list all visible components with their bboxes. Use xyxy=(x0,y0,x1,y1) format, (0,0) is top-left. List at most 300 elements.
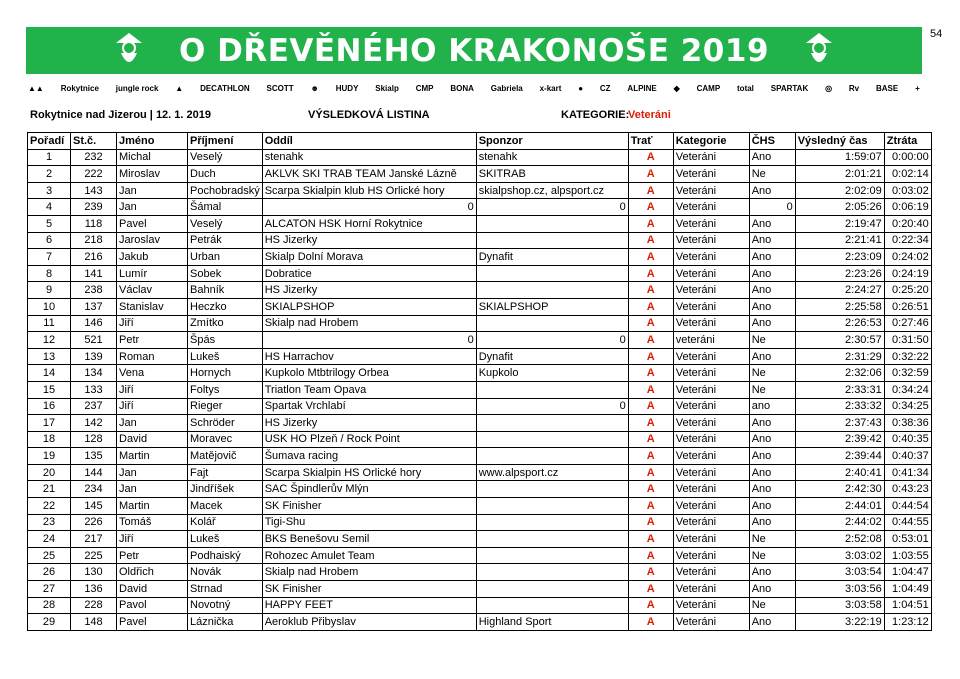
cell-start-number: 521 xyxy=(71,332,117,349)
cell-final-time: 2:33:31 xyxy=(795,381,884,398)
cell-club: USK HO Plzeň / Rock Point xyxy=(262,431,476,448)
cell-time-loss: 0:32:22 xyxy=(884,348,931,365)
cell-sponsor xyxy=(476,448,628,465)
cell-time-loss: 0:24:19 xyxy=(884,265,931,282)
cell-place: 16 xyxy=(28,398,71,415)
cell-track: A xyxy=(628,182,673,199)
cell-chs: Ano xyxy=(749,232,795,249)
cell-club: Triatlon Team Opava xyxy=(262,381,476,398)
cell-time-loss: 0:27:46 xyxy=(884,315,931,332)
cell-place: 29 xyxy=(28,614,71,631)
cell-start-number: 134 xyxy=(71,365,117,382)
cell-chs: Ano xyxy=(749,215,795,232)
cell-final-time: 1:59:07 xyxy=(795,149,884,166)
cell-category: Veteráni xyxy=(673,597,749,614)
cell-first-name: Pavel xyxy=(117,215,188,232)
cell-final-time: 2:40:41 xyxy=(795,464,884,481)
cell-place: 28 xyxy=(28,597,71,614)
cell-track: A xyxy=(628,315,673,332)
table-row xyxy=(28,531,932,548)
cell-place: 3 xyxy=(28,182,71,199)
cell-time-loss: 0:31:50 xyxy=(884,332,931,349)
cell-last-name: Lukeš xyxy=(188,531,263,548)
cell-first-name: Oldřich xyxy=(117,564,188,581)
cell-place: 15 xyxy=(28,381,71,398)
cell-club: Skialp nad Hrobem xyxy=(262,315,476,332)
cell-track: A xyxy=(628,199,673,216)
cell-club: Kupkolo Mtbtrilogy Orbea xyxy=(262,365,476,382)
table-row xyxy=(28,365,932,382)
cell-chs: Ano xyxy=(749,415,795,432)
cell-time-loss: 0:06:19 xyxy=(884,199,931,216)
cell-club: Skialp Dolní Morava xyxy=(262,249,476,266)
cell-sponsor xyxy=(476,431,628,448)
cell-final-time: 3:03:56 xyxy=(795,581,884,598)
cell-club: Rohozec Amulet Team xyxy=(262,547,476,564)
cell-sponsor xyxy=(476,481,628,498)
cell-category: Veteráni xyxy=(673,614,749,631)
cell-club: AKLVK SKI TRAB TEAM Janské Lázně xyxy=(262,166,476,183)
table-row xyxy=(28,597,932,614)
cell-final-time: 2:33:32 xyxy=(795,398,884,415)
cell-category: Veteráni xyxy=(673,249,749,266)
cell-place: 5 xyxy=(28,215,71,232)
cell-chs: Ne xyxy=(749,597,795,614)
table-row xyxy=(28,282,932,299)
cell-category: Veteráni xyxy=(673,381,749,398)
cell-first-name: Lumír xyxy=(117,265,188,282)
banner-title: O DŘEVĚNÉHO KRAKONOŠE 2019 xyxy=(178,32,770,69)
page-number: 54 xyxy=(930,28,943,40)
cell-track: A xyxy=(628,481,673,498)
cell-category: Veteráni xyxy=(673,431,749,448)
cell-last-name: Veselý xyxy=(188,149,263,166)
cell-track: A xyxy=(628,448,673,465)
cell-club: 0 xyxy=(262,332,476,349)
cell-start-number: 135 xyxy=(71,448,117,465)
cell-place: 6 xyxy=(28,232,71,249)
event-banner xyxy=(26,27,922,74)
cell-start-number: 130 xyxy=(71,564,117,581)
cell-time-loss: 0:40:35 xyxy=(884,431,931,448)
table-row xyxy=(28,498,932,515)
cell-category: Veteráni xyxy=(673,448,749,465)
cell-track: A xyxy=(628,365,673,382)
table-row xyxy=(28,431,932,448)
cell-time-loss: 0:03:02 xyxy=(884,182,931,199)
cell-sponsor xyxy=(476,514,628,531)
cell-last-name: Láznička xyxy=(188,614,263,631)
cell-first-name: Jaroslav xyxy=(117,232,188,249)
category-label: KATEGORIE: xyxy=(561,109,630,121)
cell-time-loss: 0:20:40 xyxy=(884,215,931,232)
cell-chs: Ne xyxy=(749,166,795,183)
cell-chs: 0 xyxy=(749,199,795,216)
cell-first-name: Miroslav xyxy=(117,166,188,183)
cell-sponsor xyxy=(476,415,628,432)
alpine-logo-icon: ALPINE xyxy=(627,83,657,93)
cell-time-loss: 0:44:54 xyxy=(884,498,931,515)
cell-place: 26 xyxy=(28,564,71,581)
cell-track: A xyxy=(628,614,673,631)
cross-logo-icon: + xyxy=(915,83,920,93)
cell-last-name: Heczko xyxy=(188,298,263,315)
cell-final-time: 2:39:44 xyxy=(795,448,884,465)
cell-time-loss: 0:26:51 xyxy=(884,298,931,315)
cell-club: Scarpa Skialpin HS Orlické hory xyxy=(262,464,476,481)
mountain-logo-icon: ▲▲ xyxy=(28,83,44,93)
cell-last-name: Špás xyxy=(188,332,263,349)
cell-chs: ano xyxy=(749,398,795,415)
cell-final-time: 2:23:09 xyxy=(795,249,884,266)
cell-first-name: Jiří xyxy=(117,398,188,415)
cell-final-time: 2:19:47 xyxy=(795,215,884,232)
cell-first-name: Tomáš xyxy=(117,514,188,531)
cell-start-number: 141 xyxy=(71,265,117,282)
cell-place: 20 xyxy=(28,464,71,481)
cell-club: Tigi-Shu xyxy=(262,514,476,531)
cell-sponsor xyxy=(476,597,628,614)
cell-start-number: 218 xyxy=(71,232,117,249)
table-row xyxy=(28,547,932,564)
cell-club: HAPPY FEET xyxy=(262,597,476,614)
cell-place: 9 xyxy=(28,282,71,299)
cell-category: Veteráni xyxy=(673,265,749,282)
header-club: Oddíl xyxy=(262,133,476,150)
cell-sponsor: www.alpsport.cz xyxy=(476,464,628,481)
cell-track: A xyxy=(628,332,673,349)
jungle-logo-icon: jungle rock xyxy=(115,83,159,93)
cell-start-number: 139 xyxy=(71,348,117,365)
cell-last-name: Zmítko xyxy=(188,315,263,332)
cell-club: SK Finisher xyxy=(262,498,476,515)
cell-start-number: 222 xyxy=(71,166,117,183)
cell-club: HS Jizerky xyxy=(262,282,476,299)
cell-first-name: Jan xyxy=(117,415,188,432)
cell-start-number: 225 xyxy=(71,547,117,564)
cell-track: A xyxy=(628,249,673,266)
cell-start-number: 226 xyxy=(71,514,117,531)
cell-first-name: Jakub xyxy=(117,249,188,266)
sponsor-logo-strip xyxy=(26,77,922,99)
cell-last-name: Petrák xyxy=(188,232,263,249)
cell-place: 11 xyxy=(28,315,71,332)
cell-sponsor: Kupkolo xyxy=(476,365,628,382)
cell-start-number: 228 xyxy=(71,597,117,614)
cell-category: Veteráni xyxy=(673,348,749,365)
cell-last-name: Duch xyxy=(188,166,263,183)
table-row xyxy=(28,182,932,199)
table-row xyxy=(28,398,932,415)
cell-first-name: Vena xyxy=(117,365,188,382)
cell-start-number: 143 xyxy=(71,182,117,199)
cell-category: Veteráni xyxy=(673,149,749,166)
cell-club: HS Jizerky xyxy=(262,415,476,432)
cell-start-number: 144 xyxy=(71,464,117,481)
cell-start-number: 234 xyxy=(71,481,117,498)
table-row xyxy=(28,348,932,365)
cell-chs: Ano xyxy=(749,581,795,598)
table-row xyxy=(28,481,932,498)
cell-place: 14 xyxy=(28,365,71,382)
cell-last-name: Moravec xyxy=(188,431,263,448)
cell-chs: Ano xyxy=(749,348,795,365)
cell-final-time: 2:24:27 xyxy=(795,282,884,299)
cell-chs: Ne xyxy=(749,332,795,349)
cell-club: SAC Špindlerův Mlýn xyxy=(262,481,476,498)
cell-sponsor: stenahk xyxy=(476,149,628,166)
cell-first-name: Stanislav xyxy=(117,298,188,315)
cell-start-number: 232 xyxy=(71,149,117,166)
table-row xyxy=(28,315,932,332)
mountain-logo-icon: ▲ xyxy=(175,83,184,93)
cell-club: Scarpa Skialpin klub HS Orlické hory xyxy=(262,182,476,199)
header-sponsor: Sponzor xyxy=(476,133,628,150)
cell-sponsor: SKIALPSHOP xyxy=(476,298,628,315)
cell-time-loss: 0:44:55 xyxy=(884,514,931,531)
base-logo-icon: BASE xyxy=(875,83,899,93)
cell-start-number: 128 xyxy=(71,431,117,448)
camp-logo-icon: CAMP xyxy=(696,83,721,93)
cell-first-name: Roman xyxy=(117,348,188,365)
cell-start-number: 145 xyxy=(71,498,117,515)
cell-place: 27 xyxy=(28,581,71,598)
cell-first-name: Jiří xyxy=(117,381,188,398)
cell-club: Skialp nad Hrobem xyxy=(262,564,476,581)
cell-club: ALCATON HSK Horní Rokytnice xyxy=(262,215,476,232)
cell-category: Veteráni xyxy=(673,415,749,432)
cell-last-name: Pochobradský xyxy=(188,182,263,199)
cell-place: 23 xyxy=(28,514,71,531)
table-row xyxy=(28,265,932,282)
cell-category: Veteráni xyxy=(673,182,749,199)
cell-final-time: 2:52:08 xyxy=(795,531,884,548)
cell-last-name: Veselý xyxy=(188,215,263,232)
cell-sponsor xyxy=(476,282,628,299)
cell-first-name: Martin xyxy=(117,498,188,515)
table-row xyxy=(28,249,932,266)
cell-category: Veteráni xyxy=(673,282,749,299)
cell-final-time: 2:01:21 xyxy=(795,166,884,183)
cell-club: Dobratice xyxy=(262,265,476,282)
cell-final-time: 2:31:29 xyxy=(795,348,884,365)
hudy-logo-icon: HUDY xyxy=(335,83,359,93)
cell-time-loss: 1:03:55 xyxy=(884,547,931,564)
cell-start-number: 118 xyxy=(71,215,117,232)
cell-start-number: 217 xyxy=(71,531,117,548)
cell-chs: Ano xyxy=(749,614,795,631)
table-row xyxy=(28,448,932,465)
cell-first-name: Jiří xyxy=(117,315,188,332)
cell-start-number: 137 xyxy=(71,298,117,315)
cell-last-name: Kolář xyxy=(188,514,263,531)
cell-category: Veteráni xyxy=(673,166,749,183)
cell-time-loss: 0:34:24 xyxy=(884,381,931,398)
cell-final-time: 3:03:58 xyxy=(795,597,884,614)
gabriela-logo-icon: Gabriela xyxy=(490,83,523,93)
table-row xyxy=(28,215,932,232)
cell-sponsor xyxy=(476,315,628,332)
cell-track: A xyxy=(628,166,673,183)
cell-chs: Ne xyxy=(749,531,795,548)
table-header-row xyxy=(28,133,932,150)
cell-place: 18 xyxy=(28,431,71,448)
cell-first-name: David xyxy=(117,581,188,598)
results-table xyxy=(27,132,932,631)
cell-place: 1 xyxy=(28,149,71,166)
cell-first-name: Jiří xyxy=(117,531,188,548)
cell-chs: Ne xyxy=(749,365,795,382)
header-track: Trať xyxy=(628,133,673,150)
header-chs: ČHS xyxy=(749,133,795,150)
cell-chs: Ne xyxy=(749,547,795,564)
cell-start-number: 237 xyxy=(71,398,117,415)
cell-final-time: 2:25:58 xyxy=(795,298,884,315)
cell-category: veteráni xyxy=(673,332,749,349)
cell-sponsor xyxy=(476,547,628,564)
header-last-name: Příjmení xyxy=(188,133,263,150)
cell-first-name: Pavol xyxy=(117,597,188,614)
cell-time-loss: 0:25:20 xyxy=(884,282,931,299)
cell-sponsor xyxy=(476,232,628,249)
x-logo-icon: x-kart xyxy=(539,83,562,93)
cell-first-name: Petr xyxy=(117,332,188,349)
header-first-name: Jméno xyxy=(117,133,188,150)
cell-track: A xyxy=(628,348,673,365)
cell-club: Spartak Vrchlabí xyxy=(262,398,476,415)
decathlon-logo-icon: DECATHLON xyxy=(200,83,250,93)
cell-category: Veteráni xyxy=(673,564,749,581)
cell-final-time: 2:42:30 xyxy=(795,481,884,498)
cell-first-name: Jan xyxy=(117,199,188,216)
cell-first-name: Jan xyxy=(117,182,188,199)
cell-first-name: Martin xyxy=(117,448,188,465)
cell-last-name: Hornych xyxy=(188,365,263,382)
cell-club: HS Harrachov xyxy=(262,348,476,365)
cell-place: 22 xyxy=(28,498,71,515)
cell-final-time: 2:44:01 xyxy=(795,498,884,515)
cell-sponsor xyxy=(476,564,628,581)
cell-last-name: Sobek xyxy=(188,265,263,282)
header-time-loss: Ztráta xyxy=(884,133,931,150)
cell-sponsor xyxy=(476,265,628,282)
cell-final-time: 2:37:43 xyxy=(795,415,884,432)
cell-final-time: 2:26:53 xyxy=(795,315,884,332)
cell-club: BKS Benešovu Semil xyxy=(262,531,476,548)
table-row xyxy=(28,564,932,581)
cell-start-number: 239 xyxy=(71,199,117,216)
cell-time-loss: 0:43:23 xyxy=(884,481,931,498)
cell-club: Šumava racing xyxy=(262,448,476,465)
cell-chs: Ano xyxy=(749,282,795,299)
cell-final-time: 2:44:02 xyxy=(795,514,884,531)
cell-place: 19 xyxy=(28,448,71,465)
cell-chs: Ano xyxy=(749,448,795,465)
cell-club: HS Jizerky xyxy=(262,232,476,249)
cell-chs: Ano xyxy=(749,298,795,315)
cell-track: A xyxy=(628,232,673,249)
cell-start-number: 148 xyxy=(71,614,117,631)
cell-track: A xyxy=(628,282,673,299)
cell-final-time: 3:03:02 xyxy=(795,547,884,564)
cell-time-loss: 1:23:12 xyxy=(884,614,931,631)
town-logo-icon: Rokytnice xyxy=(60,83,99,93)
rv-logo-icon: Rv xyxy=(848,83,860,93)
cell-final-time: 2:21:41 xyxy=(795,232,884,249)
cell-club: Aeroklub Přibyslav xyxy=(262,614,476,631)
cell-first-name: Petr xyxy=(117,547,188,564)
cell-chs: Ano xyxy=(749,315,795,332)
cell-sponsor: 0 xyxy=(476,199,628,216)
cell-final-time: 2:02:09 xyxy=(795,182,884,199)
cell-sponsor: Dynafit xyxy=(476,348,628,365)
cell-track: A xyxy=(628,398,673,415)
table-row xyxy=(28,581,932,598)
cell-place: 13 xyxy=(28,348,71,365)
cell-category: Veteráni xyxy=(673,365,749,382)
cell-last-name: Fajt xyxy=(188,464,263,481)
cell-track: A xyxy=(628,498,673,515)
cell-last-name: Lukeš xyxy=(188,348,263,365)
cell-time-loss: 0:40:37 xyxy=(884,448,931,465)
info-row xyxy=(30,109,930,125)
table-row xyxy=(28,232,932,249)
cell-final-time: 3:03:54 xyxy=(795,564,884,581)
cell-last-name: Urban xyxy=(188,249,263,266)
cell-first-name: David xyxy=(117,431,188,448)
round-logo-icon: ◎ xyxy=(825,83,833,93)
cell-start-number: 136 xyxy=(71,581,117,598)
cell-track: A xyxy=(628,564,673,581)
cell-first-name: Jan xyxy=(117,464,188,481)
category-value: Veteráni xyxy=(628,109,671,121)
cell-sponsor xyxy=(476,581,628,598)
cell-last-name: Schröder xyxy=(188,415,263,432)
event-location-date: Rokytnice nad Jizerou | 12. 1. 2019 xyxy=(30,109,211,121)
cell-sponsor xyxy=(476,498,628,515)
cell-track: A xyxy=(628,597,673,614)
cell-place: 8 xyxy=(28,265,71,282)
header-start-number: St.č. xyxy=(71,133,117,150)
cell-track: A xyxy=(628,581,673,598)
cell-chs: Ano xyxy=(749,564,795,581)
cell-chs: Ano xyxy=(749,464,795,481)
cell-category: Veteráni xyxy=(673,547,749,564)
cell-track: A xyxy=(628,265,673,282)
table-row xyxy=(28,149,932,166)
cell-final-time: 2:05:26 xyxy=(795,199,884,216)
table-row xyxy=(28,464,932,481)
table-row xyxy=(28,298,932,315)
cell-chs: Ano xyxy=(749,481,795,498)
cell-last-name: Matějovič xyxy=(188,448,263,465)
cell-track: A xyxy=(628,415,673,432)
cell-place: 25 xyxy=(28,547,71,564)
cell-category: Veteráni xyxy=(673,215,749,232)
cell-chs: Ano xyxy=(749,498,795,515)
cell-place: 21 xyxy=(28,481,71,498)
cell-chs: Ne xyxy=(749,381,795,398)
krakonos-mascot-icon xyxy=(802,31,836,69)
cell-time-loss: 0:32:59 xyxy=(884,365,931,382)
cell-track: A xyxy=(628,431,673,448)
shield-logo-icon: ◆ xyxy=(673,83,680,93)
cell-start-number: 142 xyxy=(71,415,117,432)
cell-final-time: 2:32:06 xyxy=(795,365,884,382)
cell-place: 12 xyxy=(28,332,71,349)
cell-track: A xyxy=(628,149,673,166)
cell-category: Veteráni xyxy=(673,232,749,249)
